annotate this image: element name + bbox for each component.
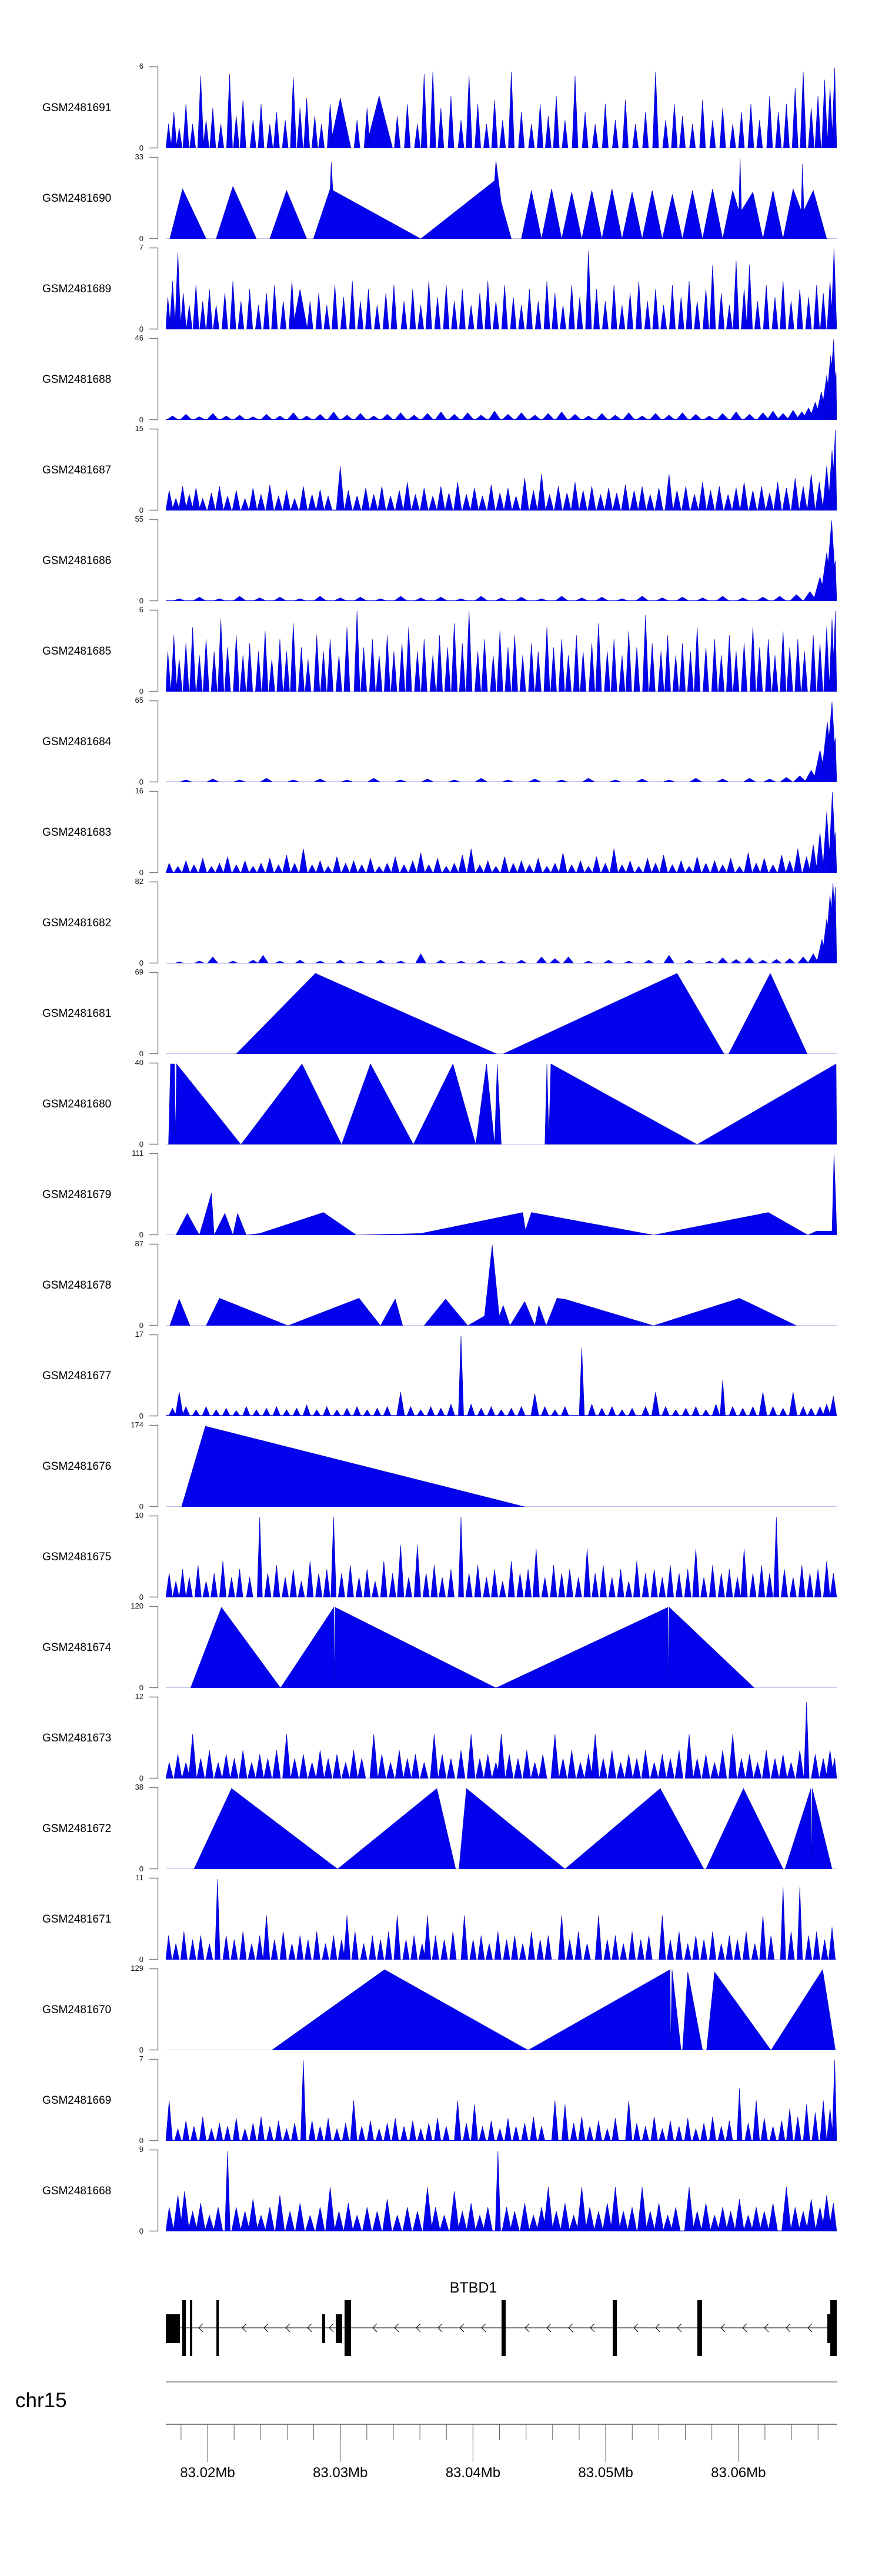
track-label: GSM2481671 <box>42 1913 112 1926</box>
track-label: GSM2481680 <box>42 1098 112 1110</box>
axis-min-label: 0 <box>139 778 143 786</box>
axis-min-label: 0 <box>139 1683 143 1692</box>
axis-min-label: 0 <box>139 596 143 605</box>
coverage-track <box>0 605 882 696</box>
coverage-signal <box>166 1697 837 1778</box>
axis-max-label: 40 <box>135 1058 143 1067</box>
track-y-axis <box>147 2058 161 2142</box>
track-y-axis <box>147 156 161 240</box>
coverage-signal <box>166 1787 837 1869</box>
ruler-tick-label: 83.04Mb <box>445 2465 501 2481</box>
gene-model <box>166 2281 837 2358</box>
track-y-axis <box>147 1333 161 1417</box>
coverage-track <box>0 967 882 1058</box>
axis-max-label: 10 <box>135 1511 143 1520</box>
track-label: GSM2481688 <box>42 373 112 386</box>
track-y-axis <box>147 337 161 421</box>
axis-max-label: 38 <box>135 1783 143 1791</box>
coverage-signal <box>166 1425 837 1507</box>
track-y-axis <box>147 518 161 602</box>
coverage-signal <box>166 66 837 148</box>
axis-min-label: 0 <box>139 234 143 243</box>
axis-max-label: 7 <box>139 243 143 252</box>
axis-min-label: 0 <box>139 1412 143 1420</box>
track-y-axis <box>147 1967 161 2051</box>
track-y-axis <box>147 1424 161 1508</box>
ruler-tick-label: 83.03Mb <box>312 2465 368 2481</box>
track-y-axis <box>147 428 161 512</box>
axis-max-label: 120 <box>131 1601 143 1610</box>
track-label: GSM2481675 <box>42 1551 112 1563</box>
genome-ruler <box>0 2376 882 2494</box>
axis-min-label: 0 <box>139 1230 143 1239</box>
axis-min-label: 0 <box>139 1502 143 1511</box>
axis-max-label: 46 <box>135 333 143 342</box>
axis-max-label: 7 <box>139 2054 143 2063</box>
axis-max-label: 11 <box>135 1873 143 1882</box>
axis-min-label: 0 <box>139 1774 143 1783</box>
coverage-track <box>0 1420 882 1511</box>
coverage-signal <box>166 791 837 873</box>
axis-min-label: 0 <box>139 687 143 696</box>
axis-max-label: 9 <box>139 2145 143 2154</box>
coverage-track <box>0 1783 882 1873</box>
track-label: GSM2481686 <box>42 555 112 567</box>
axis-max-label: 87 <box>135 1239 143 1248</box>
track-y-axis <box>147 1605 161 1689</box>
axis-max-label: 16 <box>135 786 143 795</box>
axis-max-label: 129 <box>131 1964 143 1973</box>
track-label: GSM2481677 <box>42 1370 112 1382</box>
axis-max-label: 65 <box>135 696 143 705</box>
coverage-track <box>0 696 882 786</box>
coverage-track <box>0 333 882 424</box>
axis-min-label: 0 <box>139 325 143 333</box>
coverage-signal <box>166 972 837 1054</box>
track-y-axis <box>147 1514 161 1599</box>
axis-max-label: 15 <box>135 424 143 433</box>
chromosome-label: chr15 <box>15 2389 67 2412</box>
coverage-track <box>0 2145 882 2235</box>
coverage-signal <box>166 1334 837 1416</box>
track-y-axis <box>147 1877 161 1961</box>
coverage-signal <box>166 1606 837 1688</box>
coverage-signal <box>166 338 837 420</box>
track-label: GSM2481691 <box>42 102 112 114</box>
track-label: GSM2481673 <box>42 1732 112 1744</box>
track-label: GSM2481674 <box>42 1641 112 1654</box>
track-y-axis <box>147 1696 161 1780</box>
track-y-axis <box>147 1062 161 1146</box>
coverage-signal <box>166 248 837 329</box>
axis-max-label: 17 <box>135 1330 143 1339</box>
coverage-track <box>0 1964 882 2054</box>
track-label: GSM2481690 <box>42 192 112 205</box>
track-label: GSM2481682 <box>42 917 112 929</box>
track-y-axis <box>147 1152 161 1236</box>
axis-min-label: 0 <box>139 2227 143 2235</box>
ruler-tick-label: 83.06Mb <box>711 2465 766 2481</box>
track-label: GSM2481669 <box>42 2094 112 2107</box>
axis-max-label: 6 <box>139 605 143 614</box>
coverage-signal <box>166 1516 837 1597</box>
track-label: GSM2481685 <box>42 645 112 658</box>
axis-min-label: 0 <box>139 959 143 967</box>
axis-max-label: 82 <box>135 877 143 886</box>
track-y-axis <box>147 609 161 693</box>
track-y-axis <box>147 880 161 965</box>
axis-min-label: 0 <box>139 1049 143 1058</box>
coverage-track <box>0 1058 882 1149</box>
axis-min-label: 0 <box>139 868 143 877</box>
track-label: GSM2481672 <box>42 1823 112 1835</box>
coverage-track <box>0 1330 882 1420</box>
axis-max-label: 69 <box>135 967 143 976</box>
coverage-signal <box>166 700 837 782</box>
coverage-track <box>0 515 882 605</box>
track-label: GSM2481676 <box>42 1460 112 1473</box>
track-y-axis <box>147 246 161 331</box>
coverage-signal <box>166 1244 837 1326</box>
track-y-axis <box>147 971 161 1055</box>
coverage-signal <box>166 429 837 510</box>
axis-max-label: 55 <box>135 515 143 523</box>
track-label: GSM2481670 <box>42 2004 112 2016</box>
coverage-signal <box>166 882 837 963</box>
axis-min-label: 0 <box>139 1955 143 1964</box>
track-label: GSM2481668 <box>42 2185 112 2197</box>
coverage-track <box>0 62 882 152</box>
axis-min-label: 0 <box>139 1321 143 1330</box>
axis-min-label: 0 <box>139 415 143 424</box>
axis-max-label: 174 <box>131 1420 143 1429</box>
track-y-axis <box>147 1786 161 1870</box>
track-label: GSM2481683 <box>42 826 112 839</box>
coverage-track <box>0 1149 882 1239</box>
axis-max-label: 111 <box>132 1149 143 1157</box>
track-y-axis <box>147 65 161 149</box>
track-label: GSM2481687 <box>42 464 112 476</box>
gene-track <box>166 2281 837 2358</box>
coverage-signal <box>166 2150 837 2231</box>
track-y-axis <box>147 2148 161 2233</box>
track-y-axis <box>147 699 161 783</box>
track-label: GSM2481681 <box>42 1007 112 1020</box>
coverage-track <box>0 152 882 243</box>
coverage-track <box>0 1239 882 1330</box>
coverage-signal <box>166 157 837 239</box>
axis-min-label: 0 <box>139 1864 143 1873</box>
coverage-track <box>0 243 882 333</box>
coverage-track <box>0 786 882 877</box>
coverage-track <box>0 424 882 515</box>
track-label: GSM2481678 <box>42 1279 112 1292</box>
gene-name-label: BTBD1 <box>449 2281 497 2296</box>
coverage-track <box>0 1511 882 1601</box>
coverage-track <box>0 1692 882 1783</box>
track-label: GSM2481679 <box>42 1189 112 1201</box>
axis-max-label: 6 <box>139 62 143 71</box>
axis-max-label: 33 <box>135 152 143 161</box>
axis-max-label: 12 <box>135 1692 143 1701</box>
axis-min-label: 0 <box>139 144 143 152</box>
axis-min-label: 0 <box>139 1140 143 1149</box>
ruler-tick-label: 83.02Mb <box>180 2465 235 2481</box>
coverage-signal <box>166 610 837 692</box>
coverage-signal <box>166 2059 837 2141</box>
coverage-signal <box>166 1968 837 2050</box>
axis-min-label: 0 <box>139 2136 143 2145</box>
coverage-track <box>0 2054 882 2145</box>
ruler-tick-label: 83.05Mb <box>578 2465 633 2481</box>
coverage-track <box>0 1873 882 1964</box>
coverage-track <box>0 877 882 967</box>
coverage-signal <box>166 1878 837 1960</box>
axis-min-label: 0 <box>139 2046 143 2054</box>
track-label: GSM2481689 <box>42 283 112 295</box>
track-y-axis <box>147 790 161 874</box>
track-y-axis <box>147 1243 161 1327</box>
coverage-signal <box>166 519 837 601</box>
axis-min-label: 0 <box>139 1593 143 1601</box>
coverage-signal <box>166 1153 837 1235</box>
coverage-track <box>0 1601 882 1692</box>
track-label: GSM2481684 <box>42 736 112 748</box>
coverage-signal <box>166 1063 837 1144</box>
axis-min-label: 0 <box>139 506 143 515</box>
